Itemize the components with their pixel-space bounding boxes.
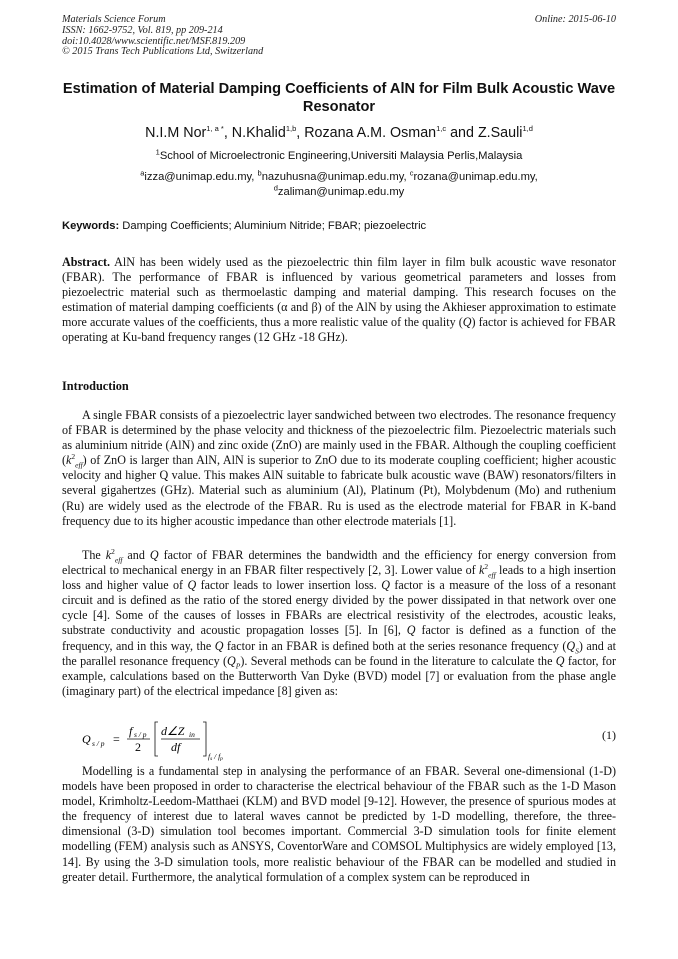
author-name: N.Khalid — [231, 125, 286, 141]
email-sup: a — [140, 168, 145, 178]
eq-equals: = — [113, 732, 120, 746]
intro-paragraph-1 — [62, 408, 616, 529]
eval-p: p — [220, 756, 223, 762]
q-sub: P — [235, 661, 241, 671]
text-run: ) and at the parallel resonance frequency ( — [62, 638, 616, 668]
equation-1 — [82, 718, 616, 762]
abstract-q: Q — [462, 315, 472, 330]
email-sup: c — [409, 168, 414, 178]
intro-paragraph-3: Modelling is a fundamental step in analysing the performance of an FBAR. Several one-dimensional (1-D) models have been proposed in order to characterise the electrical behaviour of the FBAR such as the 1-D Mason model, Krimholtz-Leedom-Matthaei (KLM) and BVD model [9-12]. However, the presence of spurious modes at the frequency of interest due to lateral waves cannot be predicted by 1-D modelling, therefore, the three-dimensional (3-D) simulation tool becomes important. Commercial 3-D simulation tools for finite element modelling (FEM) analysis such as ANSYS, CoventorWare and COMSOL Multiphysics are widely employed [13, 14]. By using the 3-D simulation tools, more realistic behaviour of the FBAR can be modelled and studied in greater detail. Furthermore, the analytical formulation of a complex system can be reproduced in — [62, 764, 616, 884]
q-symbol: Q — [566, 638, 576, 653]
k-sup: 2 — [111, 546, 115, 556]
text-run: factor of FBAR determines the bandwidth and the efficiency for energy conversion from electrical to mechanical energy in an FBAR filter respectively [2, 3]. Lower value of — [62, 548, 616, 578]
author-name: N.I.M Nor — [145, 125, 207, 141]
author-sup: 1,d — [522, 124, 533, 134]
keywords-text: Damping Coefficients; Aluminium Nitride; FBAR; piezoelectric — [119, 220, 427, 232]
k-sub: eff — [75, 460, 83, 470]
author-sup: 1, a * — [206, 124, 224, 134]
affiliation-sup: 1 — [155, 147, 160, 157]
q-symbol: Q — [214, 638, 224, 653]
abstract-label: Abstract. — [62, 255, 111, 269]
eq-num-sub: s / p — [134, 730, 147, 739]
text-run: factor leads to lower insertion loss. — [196, 578, 382, 593]
doi: doi:10.4028/www.scientific.net/MSF.819.209 — [62, 35, 246, 47]
author-sep: , — [223, 125, 232, 141]
eval-f1: f — [208, 752, 211, 761]
text-run: ). Several methods can be found in the literature to calculate the — [240, 653, 556, 668]
q-symbol: Q — [149, 548, 159, 562]
eq-num-f: f — [129, 724, 133, 738]
eval-f2: f — [218, 752, 221, 761]
text-run: factor, for example, calculations based on the Butterworth Van Dyke (BVD) model [7] or evaluation from the phase angle (imaginary part) of the electrical impedance [8] given as: — [62, 653, 616, 698]
section-heading-introduction: Introduction — [62, 379, 129, 393]
keywords — [62, 220, 616, 232]
eq-dden: df — [171, 740, 181, 754]
bracket-right — [203, 722, 206, 756]
abstract — [62, 255, 616, 346]
author-sup: 1,c — [436, 124, 447, 134]
email-sup: d — [273, 183, 278, 193]
k-sub: eff — [114, 555, 123, 565]
q-sub: S — [575, 645, 579, 655]
k-symbol: k — [479, 563, 485, 578]
q-symbol: Q — [381, 578, 390, 593]
email-a[interactable]: izza@unimap.edu.my, — [144, 171, 258, 183]
eq-den: 2 — [135, 740, 141, 754]
author-sep: , — [296, 125, 305, 141]
k-sup: 2 — [71, 452, 76, 462]
eq-dnum: d∠Z — [161, 724, 185, 738]
bracket-left — [155, 722, 158, 756]
text-run: and — [122, 548, 150, 562]
eq-lhs: Q — [82, 732, 91, 746]
q-symbol: Q — [227, 653, 236, 668]
copyright: © 2015 Trans Tech Publications Ltd, Switzerland — [62, 46, 264, 58]
keywords-label: Keywords: — [62, 220, 120, 232]
text-run: ) of ZnO is larger than AlN, AlN is superior to ZnO due to its moderate coupling coefficient; higher acoustic velocity and higher Q value. This makes AlN suitable to fabricate bulk acoustic wave (BAW) resonators/filters in several gigahertzes (GHz). Material such as aluminium (Al), Platinum (Pt), Molybdenum (Mo) and ruthenium (Ru) are widely used as the electrode of the FBAR. Ru is used as the electrode material for FBAR in K-band frequency due to its higher acoustic impedance than other electrode materials [1]. — [62, 453, 616, 528]
author-name: Z.Sauli — [477, 125, 523, 141]
eval-sep: / — [212, 752, 219, 761]
paper-title: Estimation of Material Damping Coefficients of AlN for Film Bulk Acoustic Wave Resonator — [62, 81, 616, 115]
page-header — [62, 15, 616, 58]
k-symbol: k — [66, 453, 72, 468]
eq-lhs-sub: s / p — [92, 739, 105, 748]
text-run: factor is defined as a function of the frequency, and in this way, the — [62, 623, 617, 653]
online-date: Online: 2015-06-10 — [534, 14, 616, 25]
author-sup: 1,b — [285, 124, 297, 134]
author-sep: and — [446, 125, 478, 141]
affiliation — [62, 149, 616, 163]
abstract-text: ) factor is achieved for FBAR operating at Ku-band frequency ranges (12 GHz -18 GHz). — [62, 315, 616, 345]
q-symbol: Q — [187, 578, 197, 593]
equation-number: (1) — [602, 728, 616, 742]
email-c[interactable]: rozana@unimap.edu.my, — [413, 171, 538, 183]
text-run: leads to a high insertion loss and higher value of — [62, 563, 616, 593]
journal-name: Materials Science Forum — [62, 14, 166, 25]
text-run: A single FBAR consists of a piezoelectric layer sandwiched between two electrodes. The resonance frequency of FBAR is determined by the phase velocity and thickness of the piezoelectric film. Piezoelectric materials such as aluminium nitride (AlN) and zinc oxide (ZnO) are mainly used in the FBAR. Although the coupling coefficient ( — [62, 408, 616, 468]
intro-paragraph-2 — [62, 548, 616, 699]
author-name: Rozana A.M. Osman — [304, 125, 437, 141]
email-list — [62, 170, 616, 200]
eq-eval — [208, 752, 223, 762]
eq-dnum-sub: in — [189, 730, 195, 739]
text-run: The — [82, 548, 106, 562]
affiliation-text: School of Microelectronic Engineering,Universiti Malaysia Perlis,Malaysia — [159, 150, 523, 162]
text-run: factor is a measure of the loss of a resonant circuit and is defined as the ratio of the stored energy divided by the power dissipated in that network over one cycle [4]. Some of the causes of losses in FBARs are electrical resistivity of the electrodes, acoustic leaks, substrate conductivity and acoustic propagation losses [5]. In [6], — [62, 578, 616, 638]
q-symbol: Q — [406, 623, 416, 638]
k-symbol: k — [105, 548, 112, 562]
q-symbol: Q — [555, 653, 565, 668]
issn: ISSN: 1662-9752, Vol. 819, pp 209-214 — [62, 24, 223, 36]
eval-s: s — [210, 756, 213, 762]
author-list — [62, 124, 616, 142]
k-sup: 2 — [484, 562, 489, 572]
abstract-text: AlN has been widely used as the piezoelectric thin film layer in film bulk acoustic wave resonator (FBAR). The performance of FBAR is influenced by various geometrical parameters and losses from piezoelectric material such as thermoelastic damping and material damping. This research focuses on the estimation of material damping coefficients (α and β) of the AlN by using the Akhieser approximation to estimate more accurate values of the coefficients, thus a more realistic value of the quality ( — [62, 255, 616, 330]
k-sub: eff — [488, 570, 496, 580]
text-run: factor in an FBAR is defined both at the series resonance frequency ( — [223, 638, 567, 653]
email-d[interactable]: zaliman@unimap.edu.my — [277, 186, 405, 198]
email-sup: b — [257, 168, 262, 178]
email-b[interactable]: nazuhusna@unimap.edu.my, — [261, 171, 410, 183]
equation-graphic — [82, 718, 282, 762]
